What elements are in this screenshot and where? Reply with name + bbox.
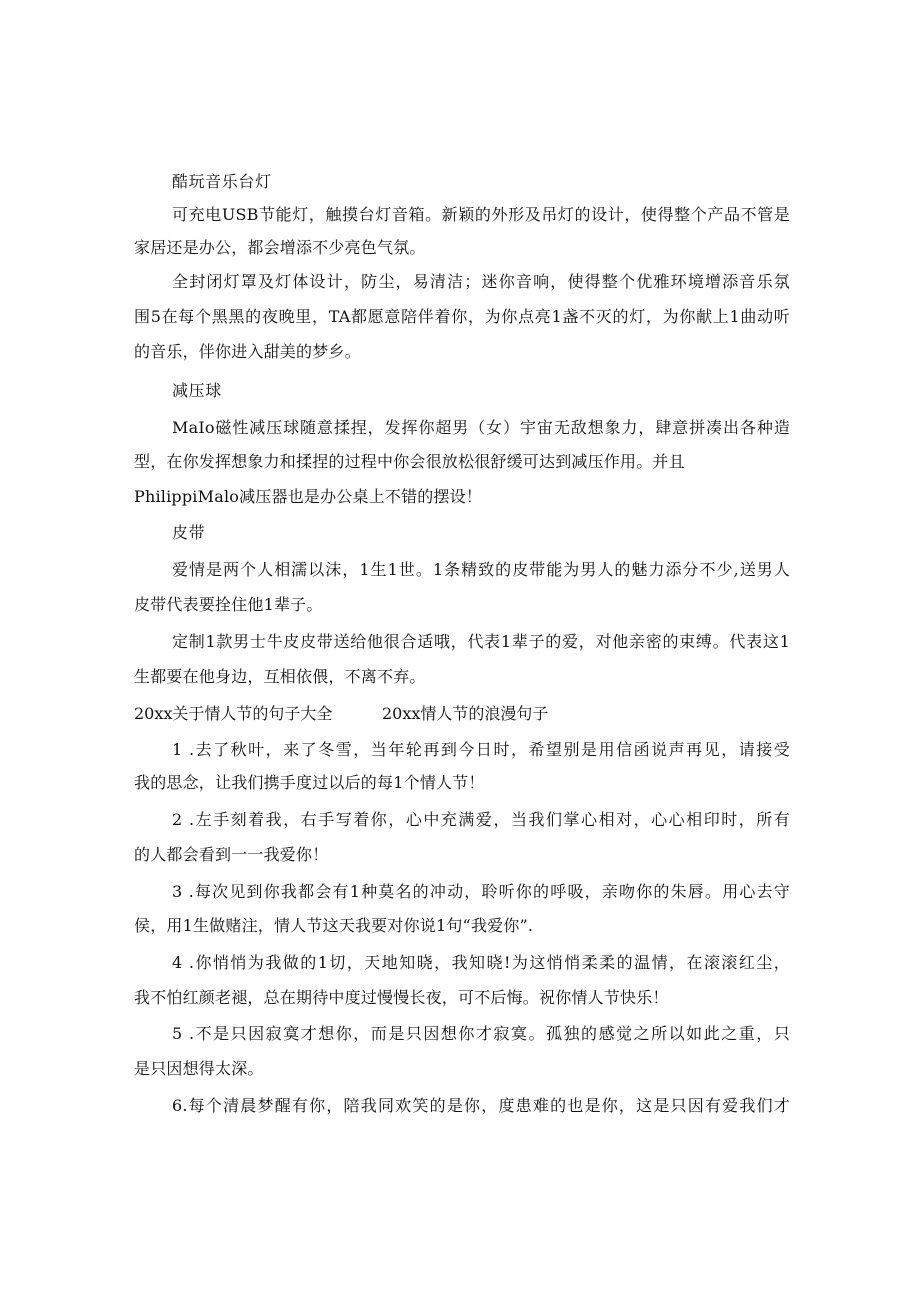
ball-para1-line2: 型，在你发挥想象力和揉捏的过程中你会很放松很舒缓可达到减压作用。并且 (134, 452, 685, 471)
item-2-line1: 2 .左手刻着我，右手写着你，心中充满爱，当我们掌心相对，心心相印时，所有 (172, 810, 790, 829)
item-4-line1: 4 .你悄悄为我做的1切，天地知晓，我知晓!为这悄悄柔柔的温情，在滚滚红尘， (172, 953, 790, 972)
item-6-line1: 6.每个清晨梦醒有你，陪我同欢笑的是你，度患难的也是你，这是只因有爱我们才 (172, 1096, 790, 1115)
belt-para2-line2: 生都要在他身边，互相依偎，不离不弃。 (134, 667, 426, 686)
item-5-line2: 是只因想得太深。 (134, 1059, 264, 1078)
item-5-line1: 5 .不是只因寂寞才想你，而是只因想你才寂寞。孤独的感觉之所以如此之重，只 (172, 1024, 790, 1043)
item-2-line2: 的人都会看到一一我爱你！ (134, 845, 329, 864)
lamp-para2-line2: 围5在每个黑黑的夜晚里，TA都愿意陪伴着你，为你点亮1盏不灭的灯，为你献上1曲动听 (134, 307, 790, 326)
lamp-para1-line1: 可充电USB节能灯，触摸台灯音箱。新颖的外形及吊灯的设计，使得整个产品不管是 (172, 205, 790, 224)
ball-para1-line3: PhilippiMalo减压器也是办公桌上不错的摆设！ (134, 487, 483, 506)
heading-stress-ball: 减压球 (172, 381, 222, 400)
item-1-line2: 我的思念，让我们携手度过以后的每1个情人节！ (134, 773, 485, 792)
item-4-line2: 我不怕红颜老褪，总在期待中度过慢慢长夜，可不后悔。祝你情人节快乐！ (134, 988, 669, 1007)
lamp-para2-line3: 的音乐，伴你进入甜美的梦乡。 (134, 342, 361, 361)
lamp-para1-line2: 家居还是办公，都会增添不少亮色气氛。 (134, 238, 426, 257)
item-1-line1: 1 .去了秋叶，来了冬雪，当年轮再到今日时，希望别是用信函说声再见，请接受 (172, 740, 790, 759)
ball-para1-line1: MaIo磁性减压球随意揉捏，发挥你超男（女）宇宙无敌想象力，肆意拼凑出各种造 (172, 418, 790, 437)
title-left: 20xx关于情人节的句子大全 (134, 704, 333, 723)
belt-para1-line2: 皮带代表要拴住他1辈子。 (134, 595, 323, 614)
lamp-para2-line1: 全封闭灯罩及灯体设计，防尘，易清洁；迷你音响，使得整个优雅环境增添音乐氛 (172, 272, 790, 291)
section-title-line (134, 704, 549, 724)
heading-lamp: 酷玩音乐台灯 (172, 172, 272, 191)
belt-para1-line1: 爱情是两个人相濡以沫，1生1世。1条精致的皮带能为男人的魅力添分不少,送男人 (172, 560, 790, 579)
item-3-line1: 3 .每次见到你我都会有1种莫名的冲动，聆听你的呼吸，亲吻你的朱唇。用心去守 (172, 882, 790, 901)
belt-para2-line1: 定制1款男士牛皮皮带送给他很合适哦，代表1辈子的爱，对他亲密的束缚。代表这1 (172, 632, 790, 651)
heading-belt: 皮带 (172, 523, 206, 542)
title-right: 20xx情人节的浪漫句子 (382, 704, 549, 723)
item-3-line2: 侯，用1生做赌注，情人节这天我要对你说1句“我爱你”. (134, 916, 534, 935)
